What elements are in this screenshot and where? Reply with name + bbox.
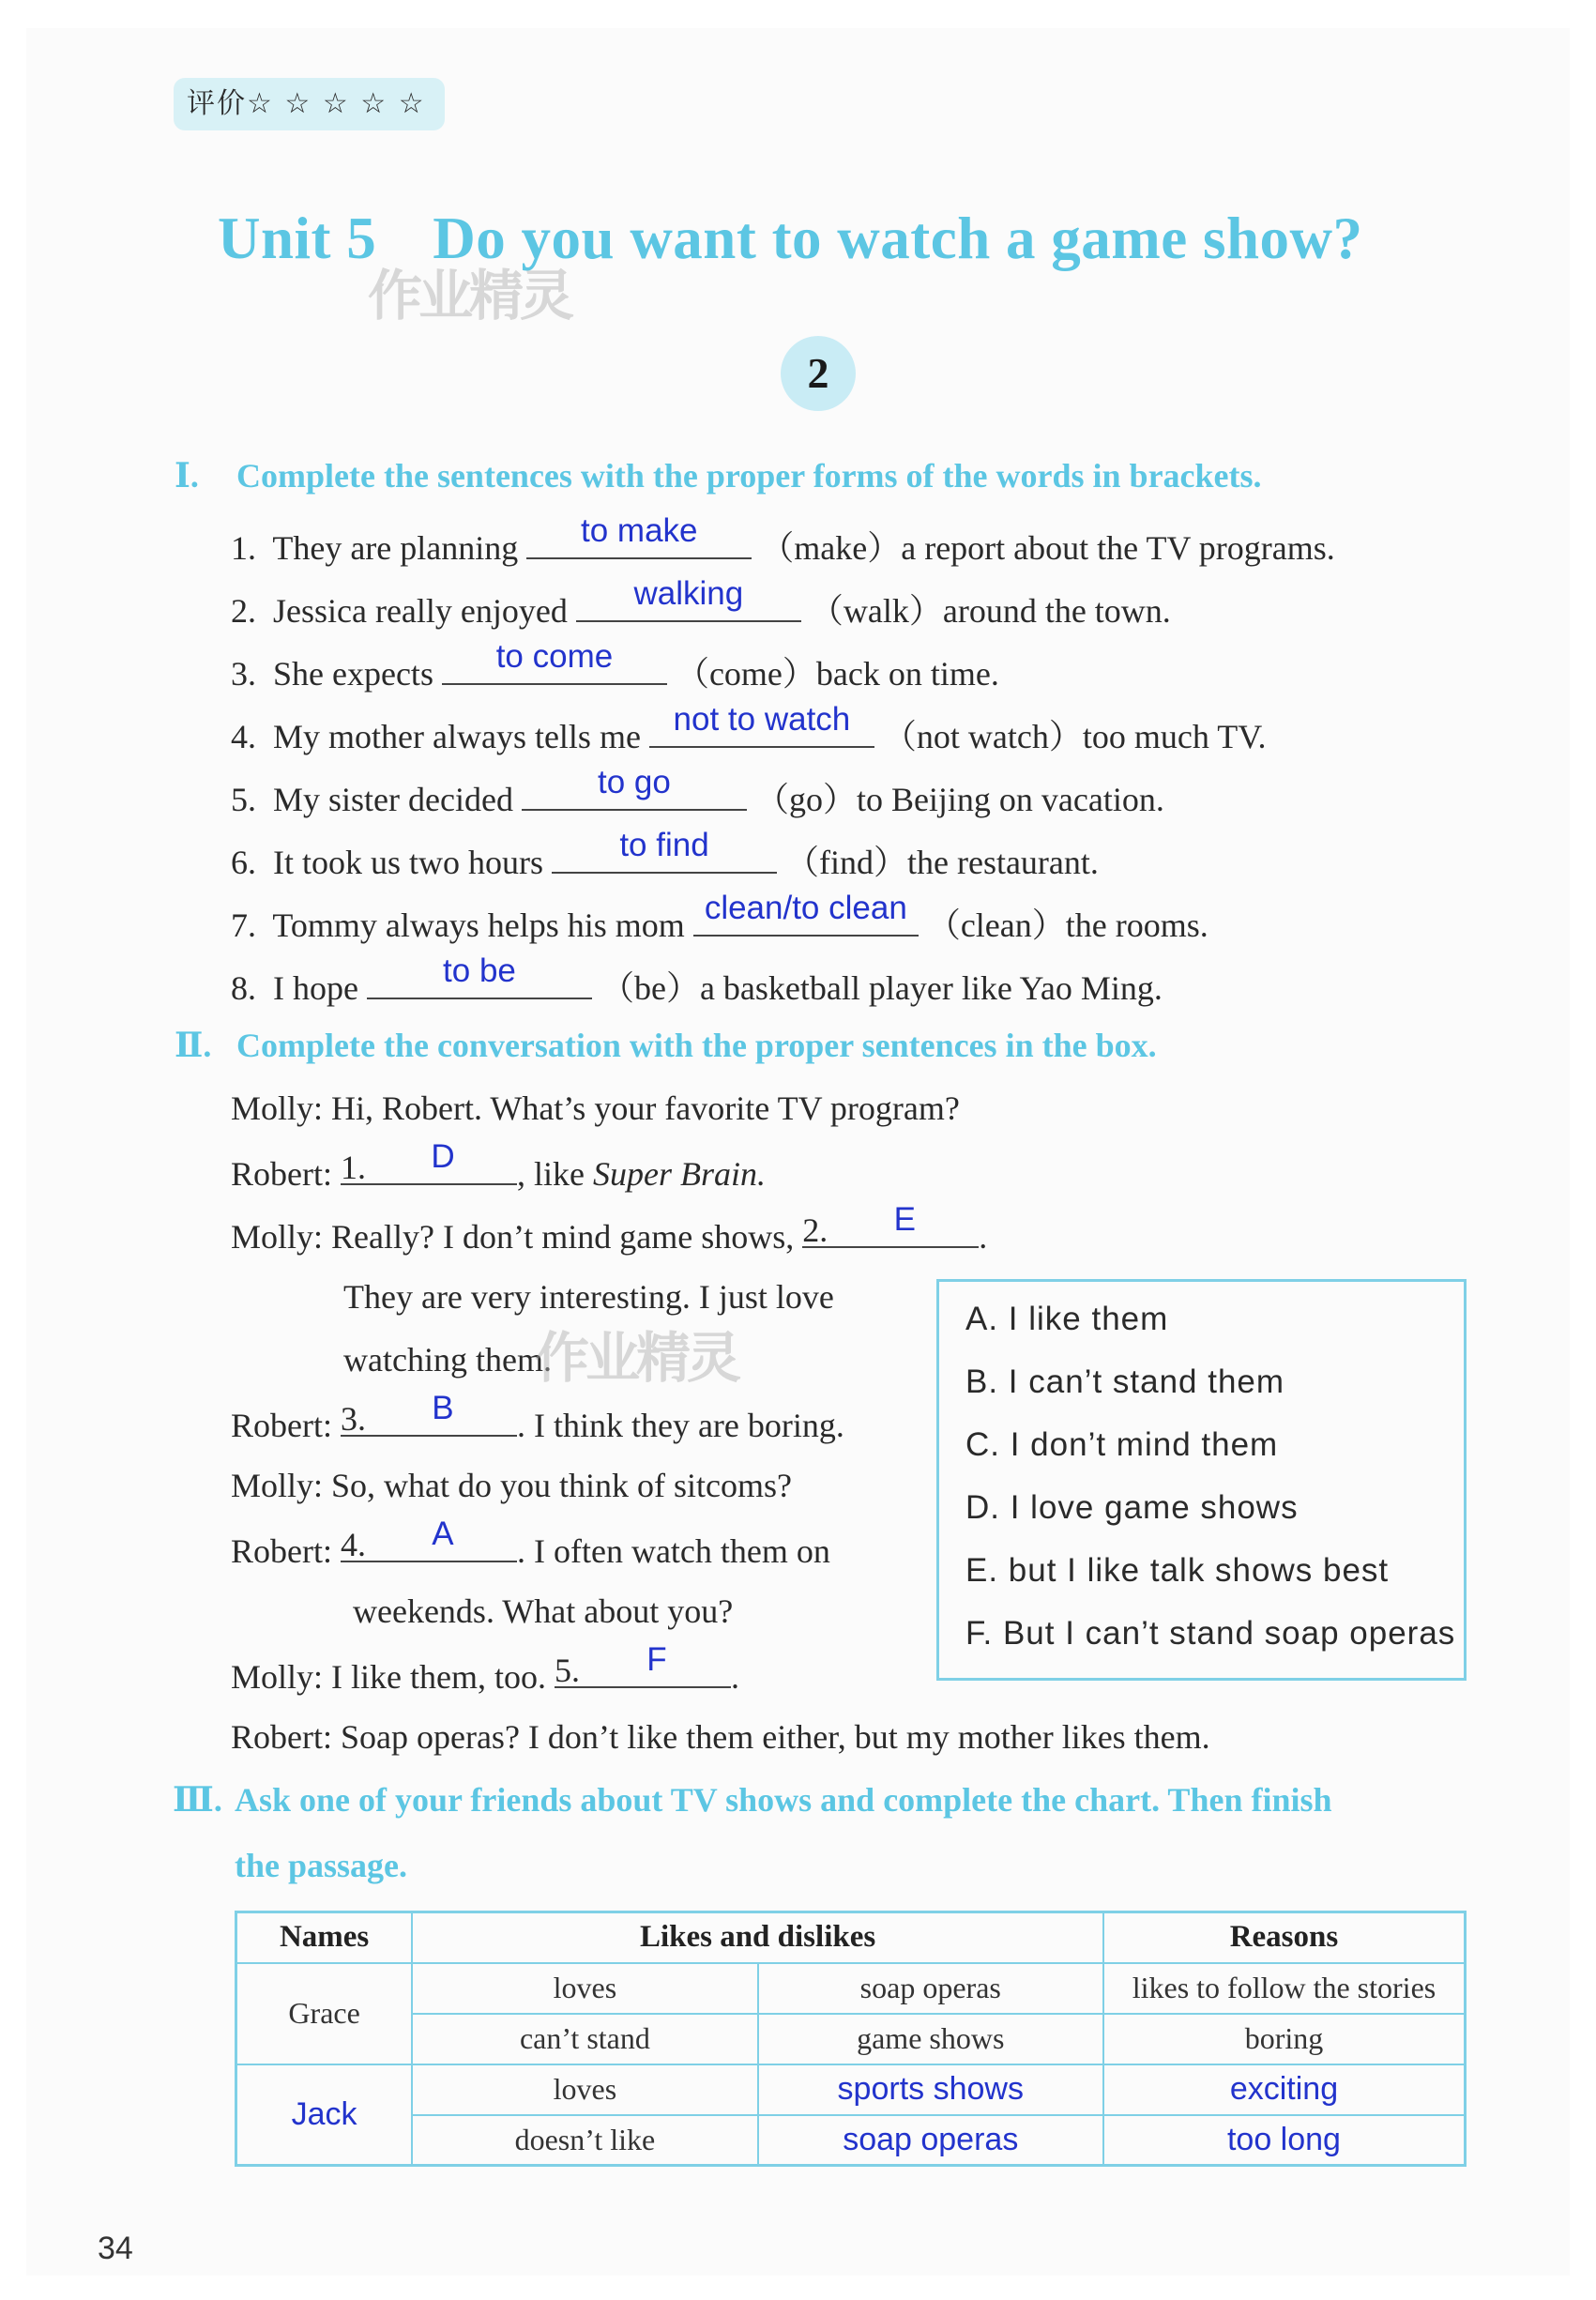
item-text: My sister decided [273, 781, 513, 818]
cell-verb: loves [412, 2064, 757, 2115]
dialogue-text: Robert: [231, 1532, 332, 1570]
dialogue-text: . I often watch them on [516, 1532, 830, 1570]
cell-verb: loves [412, 1963, 757, 2014]
section3-heading [173, 1780, 1332, 1820]
answer-blank [522, 764, 747, 811]
dialogue-line-1: Molly: Hi, Robert. What’s your favorite TV program? [231, 1089, 960, 1127]
answer-text: A [432, 1516, 454, 1552]
blank-number: 4. [340, 1526, 366, 1563]
answer-blank [442, 638, 667, 685]
answer-blank [340, 1138, 517, 1186]
watermark-logo: 作业精灵 [535, 1326, 738, 1390]
answer-blank [340, 1390, 517, 1438]
item-text: （make）a report about the TV programs. [760, 529, 1335, 567]
option-b: B. I can’t stand them [965, 1363, 1285, 1400]
table-row [236, 2064, 1466, 2115]
cell-show: game shows [758, 2014, 1103, 2064]
item-text: （go）to Beijing on vacation. [754, 781, 1164, 818]
blank-number: 2. [802, 1211, 828, 1249]
item-number: 6. [231, 844, 256, 881]
dialogue-line-2 [231, 1138, 766, 1194]
answer-text: E [893, 1201, 916, 1238]
section2-heading [175, 1026, 1157, 1065]
cell-show: soap operas [758, 2115, 1103, 2166]
dialogue-line-8 [231, 1516, 830, 1571]
header-likes: Likes and dislikes [412, 1912, 1103, 1963]
dialogue-italic: Super Brain. [592, 1155, 766, 1193]
cell-verb: can’t stand [412, 2014, 757, 2064]
item-number: 5. [231, 781, 256, 818]
exercise-item-7 [231, 890, 1208, 947]
table-row [236, 1963, 1466, 2014]
section3-heading-line2: the passage. [235, 1847, 408, 1884]
answer-text: to make [581, 512, 698, 549]
lesson-number: 2 [781, 336, 856, 411]
exercise-item-2 [231, 575, 1171, 632]
option-f: F. But I can’t stand soap operas [965, 1615, 1456, 1652]
item-number: 4. [231, 718, 256, 755]
answer-text: to be [443, 952, 516, 989]
item-number: 2. [231, 592, 256, 630]
item-text: Tommy always helps his mom [272, 906, 685, 944]
exercise-item-6 [231, 827, 1099, 884]
exercise-item-1 [231, 512, 1335, 570]
answer-blank [552, 827, 777, 874]
dialogue-line-6 [231, 1390, 844, 1445]
answer-text: F [646, 1641, 667, 1678]
dialogue-text: . I think they are boring. [516, 1407, 844, 1444]
item-text: I hope [273, 969, 358, 1007]
cell-reason: too long [1103, 2115, 1466, 2166]
option-d: D. I love game shows [965, 1489, 1299, 1526]
item-number: 3. [231, 655, 256, 693]
cell-reason: boring [1103, 2014, 1466, 2064]
answer-blank [693, 890, 919, 937]
item-text: Jessica really enjoyed [273, 592, 568, 630]
option-e: E. but I like talk shows best [965, 1552, 1390, 1589]
dialogue-text: Molly: Really? I don’t mind game shows, [231, 1218, 795, 1256]
option-a: A. I like them [965, 1301, 1169, 1337]
dialogue-line-3 [231, 1201, 988, 1257]
answer-text: to come [495, 638, 614, 675]
options-box [936, 1279, 1467, 1681]
table-row [236, 2014, 1466, 2064]
dialogue-text: Robert: [231, 1155, 332, 1193]
dialogue-line-7: Molly: So, what do you think of sitcoms? [231, 1467, 792, 1504]
section2-text: Complete the conversation with the proper sentences in the box. [236, 1027, 1157, 1064]
item-number: 1. [231, 529, 256, 567]
section3-number: Ⅲ. [173, 1781, 222, 1819]
dialogue-text: Molly: I like them, too. [231, 1658, 546, 1696]
item-text: They are planning [272, 529, 519, 567]
table-header-row [236, 1912, 1466, 1963]
section2-number: Ⅱ. [175, 1027, 212, 1064]
section1-text: Complete the sentences with the proper forms of the words in brackets. [236, 457, 1262, 495]
answer-blank [576, 575, 801, 622]
answer-text: D [431, 1138, 455, 1175]
item-text: My mother always tells me [273, 718, 641, 755]
option-c: C. I don’t mind them [965, 1426, 1279, 1463]
cell-show: soap operas [758, 1963, 1103, 2014]
header-reasons: Reasons [1103, 1912, 1466, 1963]
item-text: （find）the restaurant. [785, 844, 1099, 881]
blank-number: 3. [340, 1400, 366, 1438]
answer-blank [554, 1641, 731, 1689]
exercise-item-3 [231, 638, 999, 695]
dialogue-text: . [730, 1658, 739, 1696]
answer-text: walking [633, 575, 744, 612]
dialogue-text: . [979, 1218, 988, 1256]
cell-reason: likes to follow the stories [1103, 1963, 1466, 2014]
header-names: Names [236, 1912, 413, 1963]
item-number: 8. [231, 969, 256, 1007]
section3-text-line1: Ask one of your friends about TV shows and complete the chart. Then finish [235, 1781, 1332, 1819]
dialogue-line-4: They are very interesting. I just love [343, 1278, 834, 1316]
item-text: （come）back on time. [675, 655, 999, 693]
item-text: It took us two hours [273, 844, 543, 881]
dialogue-line-11: Robert: Soap operas? I don’t like them either, but my mother likes them. [231, 1718, 1210, 1756]
section1-number: Ⅰ. [175, 457, 199, 495]
tv-shows-chart [235, 1911, 1467, 2167]
cell-name: Jack [236, 2064, 413, 2166]
dialogue-line-5: watching them. [343, 1341, 552, 1378]
answer-blank [649, 701, 874, 748]
exercise-item-4 [231, 701, 1267, 758]
answer-text: to find [619, 827, 709, 863]
item-number: 7. [231, 906, 256, 944]
dialogue-line-10 [231, 1641, 739, 1697]
cell-reason: exciting [1103, 2064, 1466, 2115]
item-text: （clean）the rooms. [926, 906, 1208, 944]
answer-blank [802, 1201, 979, 1249]
item-text: She expects [273, 655, 433, 693]
cell-show: sports shows [758, 2064, 1103, 2115]
cell-name: Grace [236, 1963, 413, 2064]
answer-blank [367, 952, 592, 999]
answer-blank [526, 512, 752, 559]
item-text: （walk）around the town. [809, 592, 1171, 630]
unit-question: Do you want to watch a game show? [433, 206, 1363, 271]
answer-text: to go [598, 764, 671, 800]
dialogue-line-9: weekends. What about you? [353, 1592, 734, 1630]
exercise-item-5 [231, 764, 1164, 821]
blank-number: 5. [554, 1652, 580, 1689]
answer-text: clean/to clean [704, 890, 907, 926]
dialogue-text: Robert: [231, 1407, 332, 1444]
unit-label: Unit 5 [218, 206, 377, 271]
section1-heading [175, 456, 1262, 495]
dialogue-text: , like [516, 1155, 585, 1193]
answer-text: not to watch [673, 701, 851, 738]
exercise-item-8 [231, 952, 1163, 1010]
answer-text: B [432, 1390, 454, 1426]
answer-blank [340, 1516, 517, 1563]
rating-badge: 评价☆ ☆ ☆ ☆ ☆ [174, 78, 445, 130]
cell-verb: doesn’t like [412, 2115, 757, 2166]
table-row [236, 2115, 1466, 2166]
page-number: 34 [98, 2231, 133, 2266]
item-text: （not watch）too much TV. [882, 718, 1267, 755]
item-text: （be）a basketball player like Yao Ming. [600, 969, 1163, 1007]
watermark-logo: 作业精灵 [368, 264, 571, 327]
blank-number: 1. [340, 1149, 366, 1186]
